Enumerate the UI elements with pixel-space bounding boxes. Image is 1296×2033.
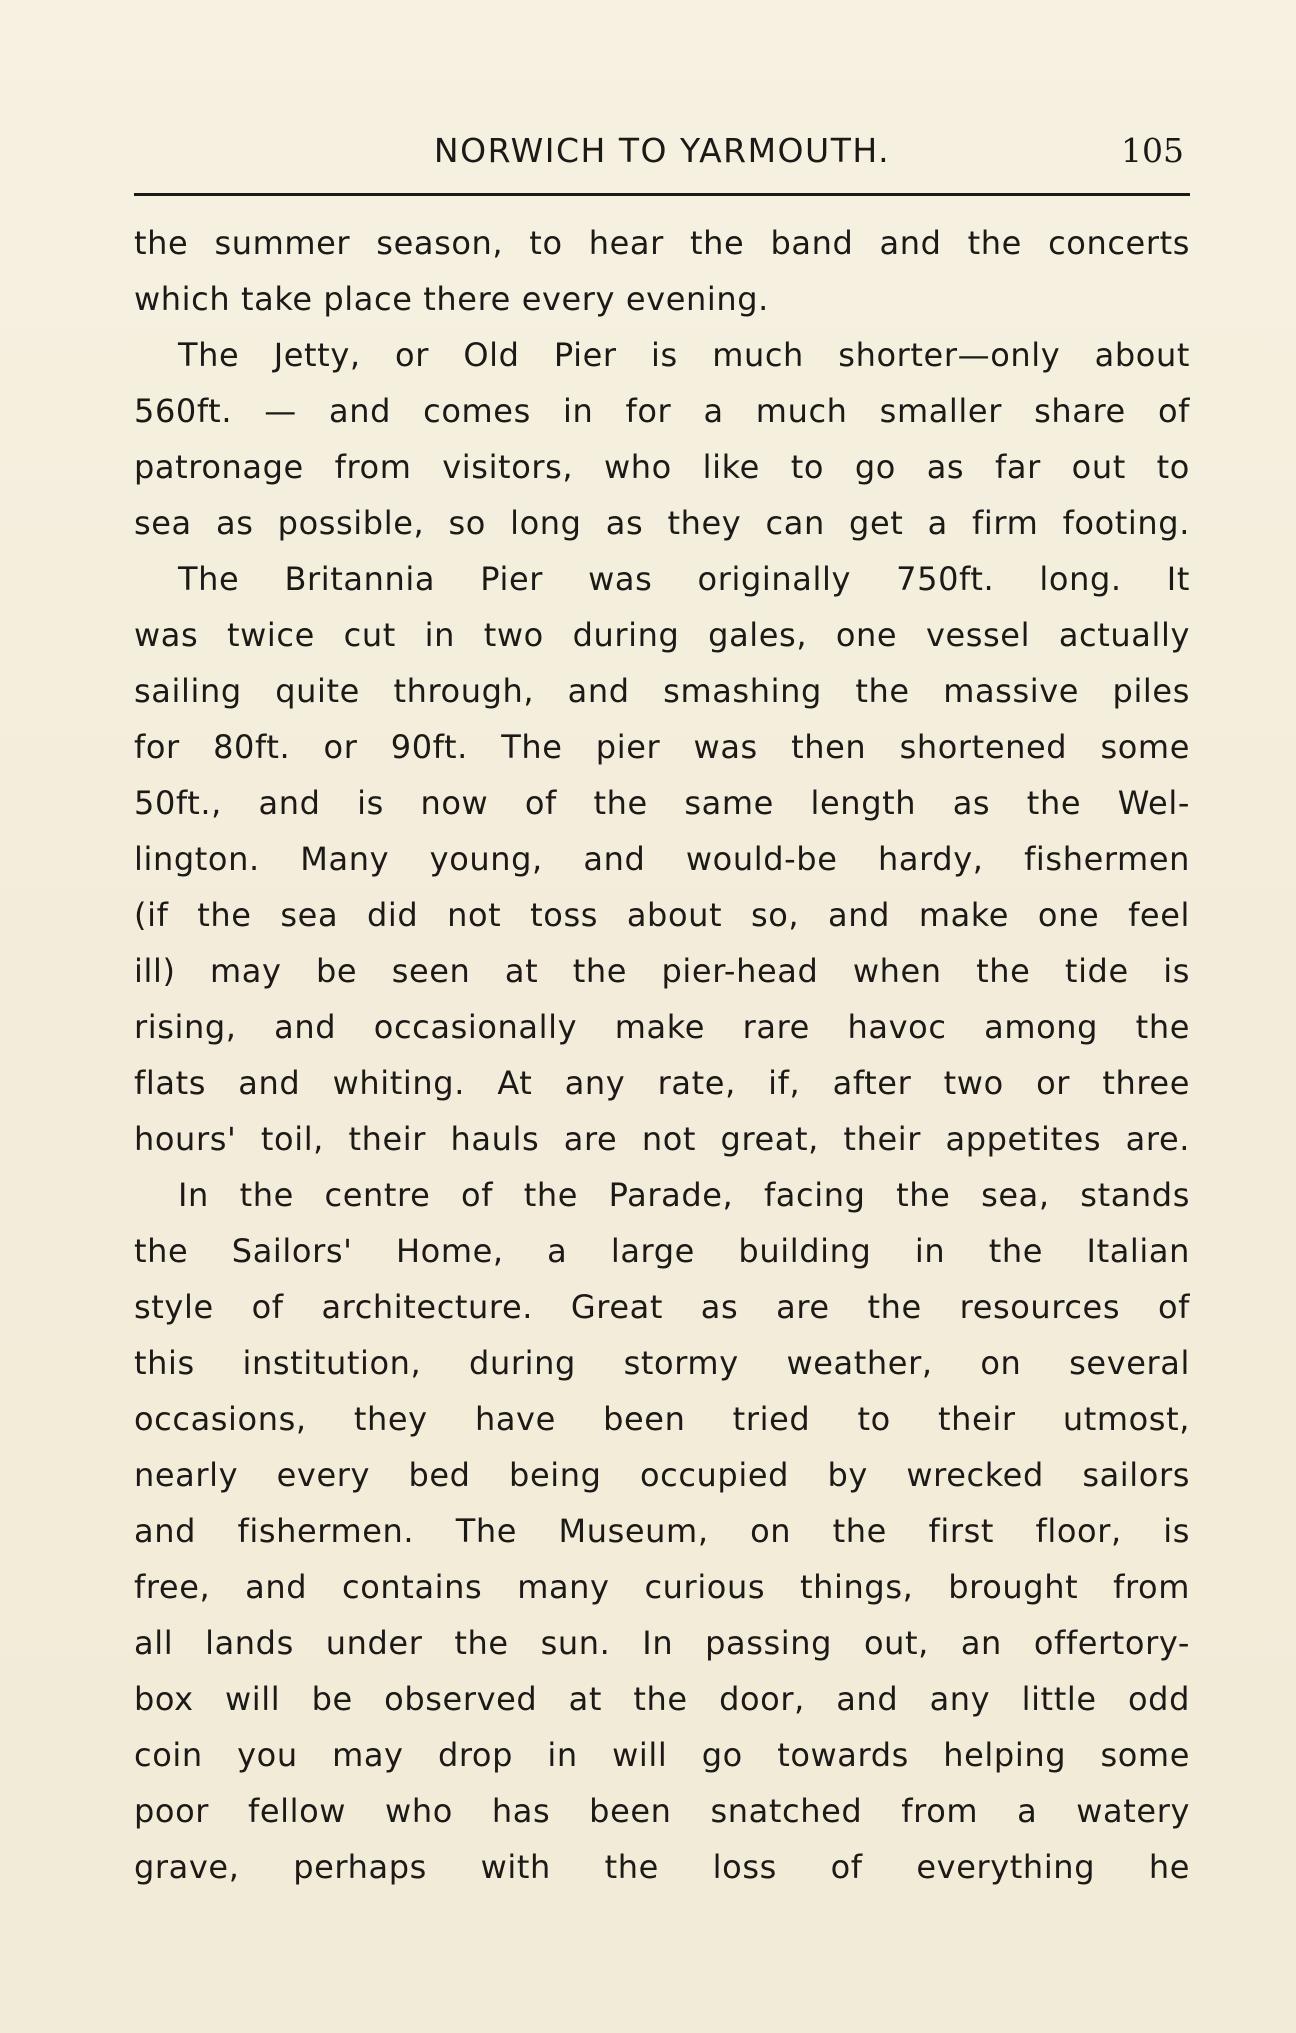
text-line: ill) may be seen at the pier-head when the tide is bbox=[134, 952, 1190, 990]
text-line: flats and whiting. At any rate, if, after two or three bbox=[134, 1064, 1190, 1102]
text-line: nearly every bed being occupied by wrecked sailors bbox=[134, 1456, 1190, 1494]
text-line: The Britannia Pier was originally 750ft. long. It bbox=[178, 560, 1190, 598]
text-line: hours' toil, their hauls are not great, their appetites are. bbox=[134, 1120, 1190, 1158]
text-line: lington. Many young, and would-be hardy, fishermen bbox=[134, 840, 1190, 878]
text-line: for 80ft. or 90ft. The pier was then shortened some bbox=[134, 728, 1190, 766]
text-line: sea as possible, so long as they can get a firm footing. bbox=[134, 504, 1190, 542]
text-line: 560ft. — and comes in for a much smaller share of bbox=[134, 392, 1190, 430]
text-line: free, and contains many curious things, brought from bbox=[134, 1568, 1190, 1606]
text-line: box will be observed at the door, and any little odd bbox=[134, 1680, 1190, 1718]
text-line: 50ft., and is now of the same length as the Wel- bbox=[134, 784, 1190, 822]
text-line: rising, and occasionally make rare havoc among the bbox=[134, 1008, 1190, 1046]
text-line: poor fellow who has been snatched from a watery bbox=[134, 1792, 1190, 1830]
text-line: coin you may drop in will go towards helping some bbox=[134, 1736, 1190, 1774]
text-line: The Jetty, or Old Pier is much shorter—only about bbox=[178, 336, 1190, 374]
text-line: (if the sea did not toss about so, and make one feel bbox=[134, 896, 1190, 934]
text-line: which take place there every evening. bbox=[134, 280, 769, 318]
running-head bbox=[134, 126, 1190, 176]
text-line: occasions, they have been tried to their utmost, bbox=[134, 1400, 1190, 1438]
text-line: the summer season, to hear the band and the concerts bbox=[134, 224, 1190, 262]
text-line: was twice cut in two during gales, one vessel actually bbox=[134, 616, 1190, 654]
running-title: NORWICH TO YARMOUTH. bbox=[433, 131, 891, 170]
text-line: style of architecture. Great as are the resources of bbox=[134, 1288, 1190, 1326]
body-text bbox=[134, 215, 1190, 1895]
header-rule bbox=[134, 193, 1190, 196]
text-line: grave, perhaps with the loss of everything he bbox=[134, 1848, 1190, 1886]
text-line: patronage from visitors, who like to go as far out to bbox=[134, 448, 1190, 486]
text-line: the Sailors' Home, a large building in the Italian bbox=[134, 1232, 1190, 1270]
text-line: and fishermen. The Museum, on the first floor, is bbox=[134, 1512, 1190, 1550]
page-number: 105 bbox=[1121, 131, 1184, 170]
text-line: this institution, during stormy weather, on several bbox=[134, 1344, 1190, 1382]
text-line: In the centre of the Parade, facing the sea, stands bbox=[178, 1176, 1190, 1214]
text-line: all lands under the sun. In passing out, an offertory- bbox=[134, 1624, 1190, 1662]
text-line: sailing quite through, and smashing the massive piles bbox=[134, 672, 1190, 710]
